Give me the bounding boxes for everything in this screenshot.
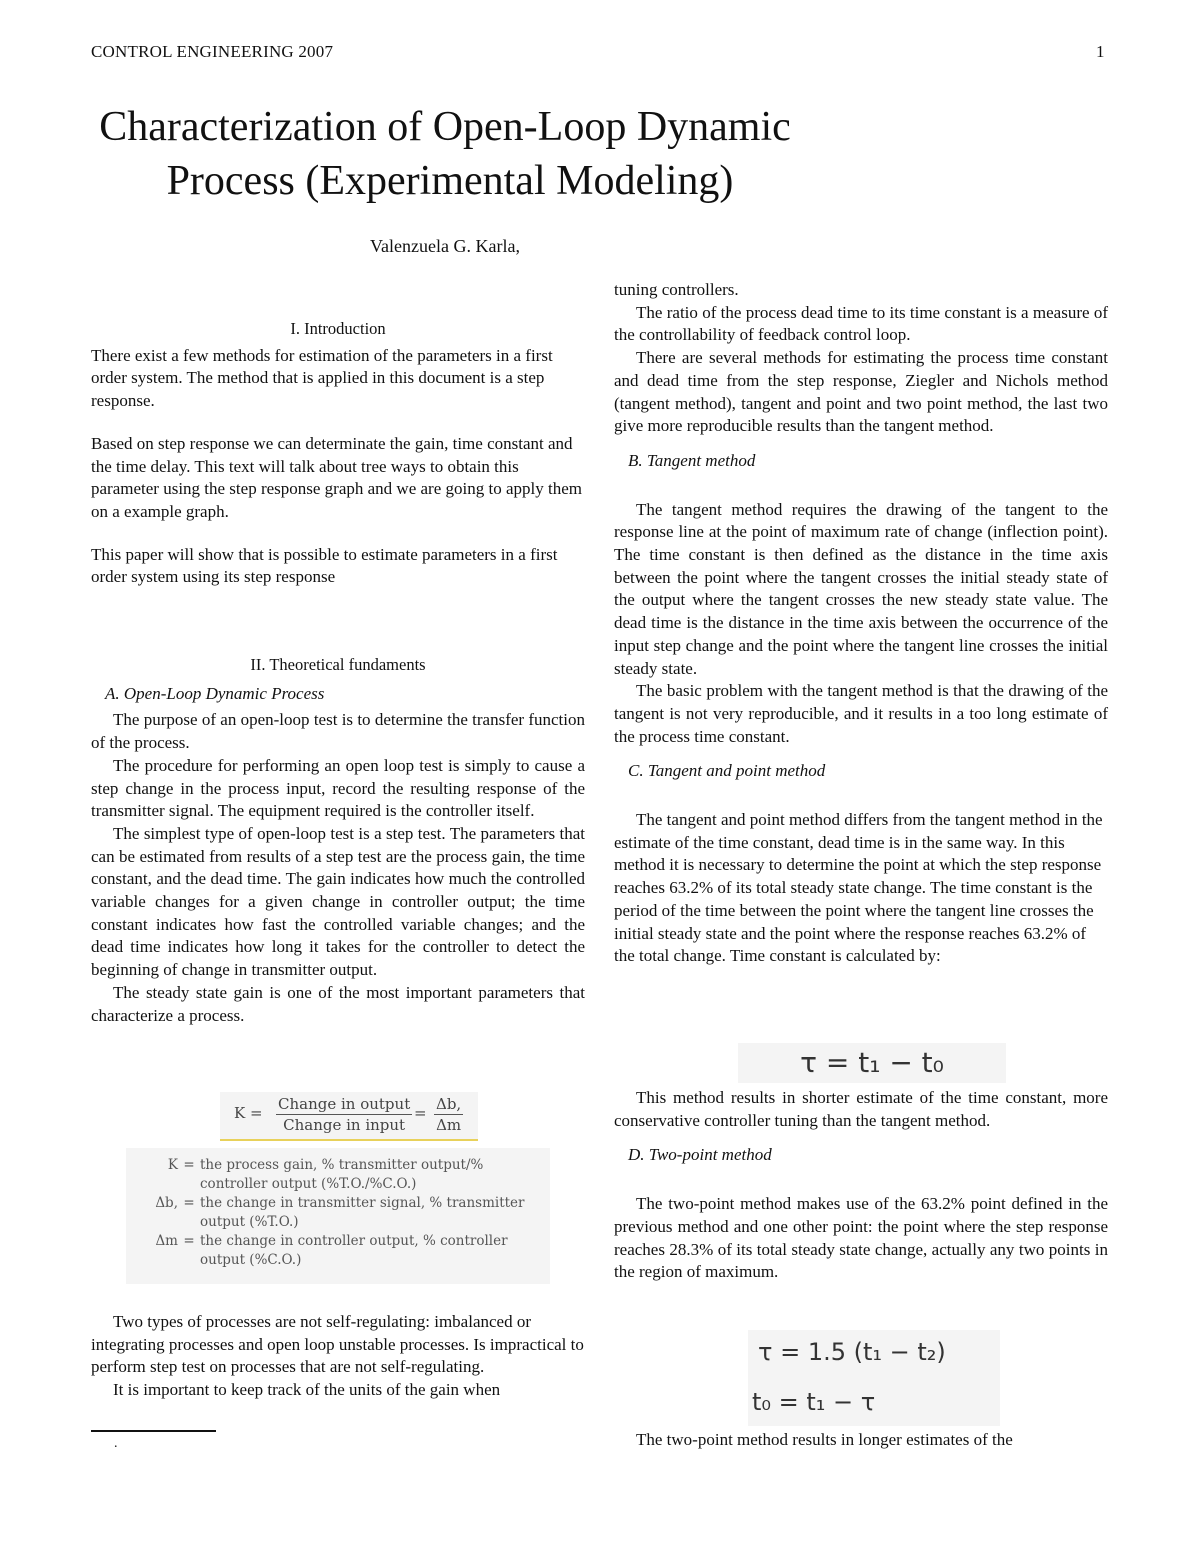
gain-eq-numerator-words: Change in output	[278, 1095, 411, 1113]
two-point-tau-equation: τ = 1.5 (t₁ − t₂)	[758, 1338, 946, 1366]
footnote-mark: .	[114, 1436, 118, 1451]
gain-eq-denominator-symbol: Δm	[436, 1116, 462, 1134]
definition-equals: =	[183, 1195, 195, 1211]
gain-eq-numerator-symbol: Δb,	[436, 1095, 462, 1113]
section-a-paragraph-4: The steady state gain is one of the most important parameters that characterize a process.	[91, 982, 585, 1025]
right-paragraph-0: tuning controllers.	[614, 280, 739, 299]
definition-symbol: Δb,	[155, 1195, 178, 1211]
section-d-paragraph-1: The two-point method makes use of the 63.2% point defined in the previous method and one other point: the point where the step response reaches 28.3% of its total steady state change, actually any two points in the region of maximum.	[614, 1194, 1108, 1282]
subsection-d-title: D. Two-point method	[628, 1145, 772, 1165]
gain-eq-lhs: K =	[234, 1104, 263, 1122]
section-b-paragraph-1: The tangent method requires the drawing of the tangent to the response line at the point of maximum rate of change (inflection point). The time constant is then defined as the distance in the time axis between the point where the tangent crosses the initial steady state of the output where the tangent crosses the new steady state value. The dead time is the distance in the time axis between the occurrence of the input step change and the point where the tangent line crosses the initial steady state.	[614, 499, 1108, 678]
definition-symbol: Δm	[155, 1233, 178, 1249]
definition-row	[126, 1232, 550, 1270]
section-b-paragraph-2: The basic problem with the tangent method is that the drawing of the tangent is not very reproducible, and it results in a too long estimate of the process time constant.	[614, 681, 1108, 746]
section-c-paragraph-1: The tangent and point method differs from the tangent method in the estimate of the time constant, dead time is in the same way. In this method it is necessary to determine the point at which the step response reaches 63.2% of its total steady state change. The time constant is the period of the time between the point where the tangent line crosses the initial steady state and the point where the response reaches 63.2% of the total change. Time constant is calculated by:	[614, 810, 1103, 966]
intro-paragraph-2: Based on step response we can determinate the gain, time constant and the time delay. This text will talk about tree ways to obtain this parameter using the step response graph and we are going to apply them on a example graph.	[91, 433, 582, 521]
page-number: 1	[1096, 42, 1105, 61]
section-a-paragraph-2: The procedure for performing an open loop test is simply to cause a step change in the process input, record the resulting response of the transmitter signal. The equipment required is the controller itself.	[91, 755, 585, 821]
section-c-paragraph-2: This method results in shorter estimate of the time constant, more conservative controller tuning than the tangent method.	[614, 1088, 1108, 1130]
gain-definitions	[126, 1148, 550, 1284]
gain-equation	[220, 1092, 478, 1141]
right-paragraph-1: The ratio of the process dead time to its time constant is a measure of the controllability of feedback control loop.	[614, 302, 1108, 345]
definition-text: the change in transmitter signal, % transmitter output (%T.O.)	[200, 1195, 525, 1230]
section-a-paragraph-1: The purpose of an open-loop test is to determine the transfer function of the process.	[91, 710, 585, 753]
footnote-rule	[91, 1430, 216, 1432]
section-a-paragraph-6: It is important to keep track of the units of the gain when	[113, 1380, 501, 1400]
section-title-introduction: I. Introduction	[290, 319, 386, 338]
definition-row	[126, 1156, 550, 1194]
definition-equals: =	[183, 1157, 195, 1173]
definition-equals: =	[183, 1233, 195, 1249]
section-d-paragraph-2: The two-point method results in longer estimates of the	[636, 1430, 1013, 1449]
section-title-theory: II. Theoretical fundaments	[250, 655, 426, 675]
definition-text: the change in controller output, % controller output (%C.O.)	[200, 1233, 508, 1268]
subsection-a-title: A. Open-Loop Dynamic Process	[105, 683, 325, 703]
time-constant-equation: τ = t₁ − t₀	[738, 1043, 1006, 1083]
two-point-equations	[748, 1330, 1000, 1426]
left-column-bottom	[91, 1311, 585, 1402]
journal-header: CONTROL ENGINEERING 2007	[91, 42, 334, 61]
intro-paragraph-1: There exist a few methods for estimation of the parameters in a first order system. The method that is applied in this document is a step response.	[91, 345, 553, 411]
title-line-1: Characterization of Open-Loop Dynamic	[99, 104, 791, 150]
intro-paragraph-3: This paper will show that is possible to estimate parameters in a first order system using its step response	[91, 544, 558, 587]
paper-title	[0, 100, 890, 208]
right-column	[614, 279, 1108, 968]
section-a-paragraph-5: Two types of processes are not self-regulating: imbalanced or integrating processes and open loop unstable processes. Is impractical to perform step test on processes that are not self-regulating.	[91, 1312, 584, 1377]
subsection-c-title: C. Tangent and point method	[628, 761, 826, 781]
definition-row	[126, 1194, 550, 1232]
definition-symbol: K	[167, 1157, 178, 1173]
subsection-b-title: B. Tangent method	[628, 450, 756, 470]
gain-eq-equals: =	[414, 1104, 427, 1122]
gain-eq-denominator-words: Change in input	[283, 1116, 406, 1134]
definition-text: the process gain, % transmitter output/% controller output (%T.O./%C.O.)	[200, 1157, 484, 1192]
gain-eq-fraction-symbols	[434, 1094, 463, 1135]
section-a-paragraph-3: The simplest type of open-loop test is a step test. The parameters that can be estimated from results of a step test are the process gain, the time constant, and the dead time. The gain indicates how much the controlled variable changes for a given change in controller output; the time constant indicates how fast the controlled variable changes; and the dead time indicates how long it takes for the controller to detect the beginning of change in transmitter output.	[91, 823, 585, 980]
right-column-bottom	[614, 1429, 1108, 1452]
right-paragraph-2: There are several methods for estimating the process time constant and dead time from the step response, Ziegler and Nichols method (tangent method), tangent and point and two point method, the last two give more reproducible results than the tangent method.	[614, 348, 1108, 436]
gain-eq-fraction-words	[276, 1094, 412, 1135]
left-column	[91, 318, 585, 1027]
right-column-lower	[614, 1087, 1108, 1284]
title-line-2: Process (Experimental Modeling)	[166, 158, 734, 204]
two-point-t0-equation: t₀ = t₁ − τ	[752, 1388, 876, 1416]
author: Valenzuela G. Karla,	[370, 236, 520, 256]
